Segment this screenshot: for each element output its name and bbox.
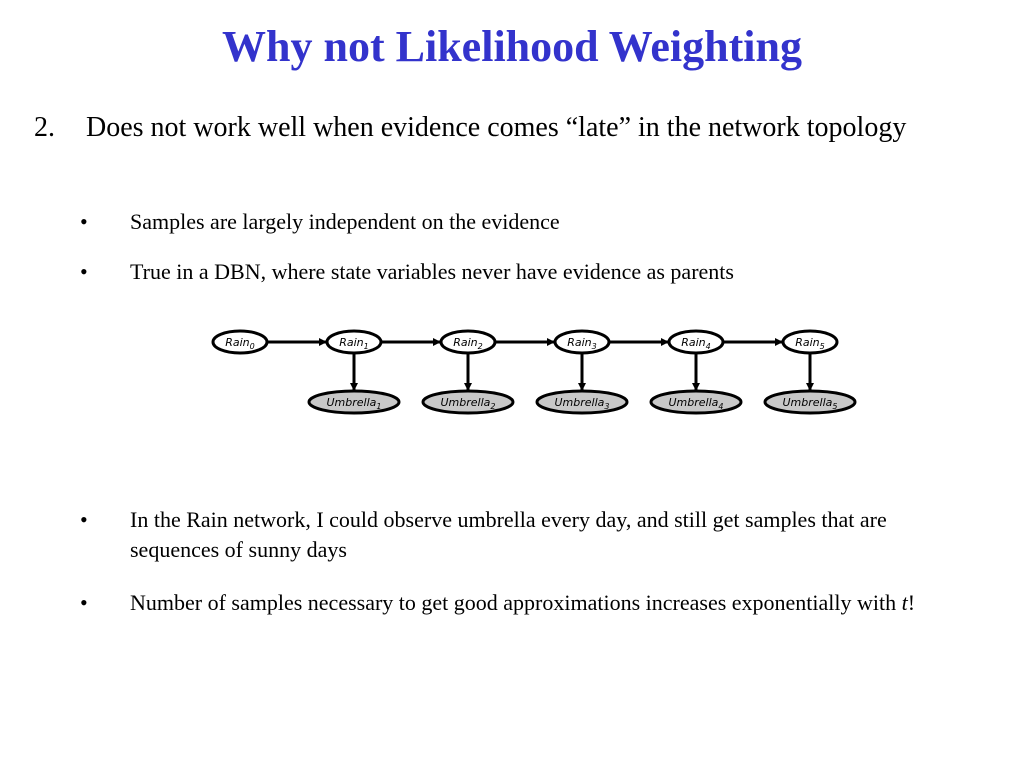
rain-node xyxy=(783,331,837,353)
rain-node-label: Rain$_3$ xyxy=(567,336,597,351)
rain-node xyxy=(441,331,495,353)
rain-node-label: Rain$_0$ xyxy=(225,336,255,351)
point-text: Does not work well when evidence comes “late” in the network topology xyxy=(86,112,907,143)
bullet-text: In the Rain network, I could observe umbrella every day, and still get samples that are sequences of sunny days xyxy=(130,507,887,562)
bullet-marker: • xyxy=(80,209,88,234)
rain-node-label: Rain$_4$ xyxy=(681,336,711,351)
rain-node-label: Rain$_2$ xyxy=(453,336,483,351)
bullet-marker: • xyxy=(80,259,88,284)
rain-node-label: Rain$_5$ xyxy=(795,336,825,351)
umbrella-node-label: Umbrella$_5$ xyxy=(782,396,838,411)
bullet-text xyxy=(130,588,950,618)
umbrella-node xyxy=(537,391,627,413)
umbrella-node-label: Umbrella$_3$ xyxy=(554,396,610,411)
slide-title: Why not Likelihood Weighting xyxy=(222,22,802,71)
rain-node-label: Rain$_1$ xyxy=(339,336,369,351)
rain-node xyxy=(213,331,267,353)
umbrella-node xyxy=(423,391,513,413)
umbrella-node-label: Umbrella$_4$ xyxy=(668,396,724,411)
umbrella-node-label: Umbrella$_2$ xyxy=(440,396,496,411)
rain-node xyxy=(669,331,723,353)
umbrella-node xyxy=(651,391,741,413)
bullet-marker: • xyxy=(80,590,88,615)
dbn-diagram xyxy=(205,318,865,423)
rain-node xyxy=(327,331,381,353)
umbrella-node xyxy=(309,391,399,413)
bullet-text: True in a DBN, where state variables never have evidence as parents xyxy=(130,259,734,284)
rain-node xyxy=(555,331,609,353)
bullet-text-end: ! xyxy=(907,590,916,615)
bullet-text: Samples are largely independent on the evidence xyxy=(130,209,560,234)
point-number: 2. xyxy=(34,112,55,143)
umbrella-node-label: Umbrella$_1$ xyxy=(326,396,382,411)
bullet-text-main: Number of samples necessary to get good approximations increases exponentially with xyxy=(130,590,902,615)
umbrella-node xyxy=(765,391,855,413)
variable-t: t xyxy=(901,590,908,615)
bullet-marker: • xyxy=(80,507,88,532)
